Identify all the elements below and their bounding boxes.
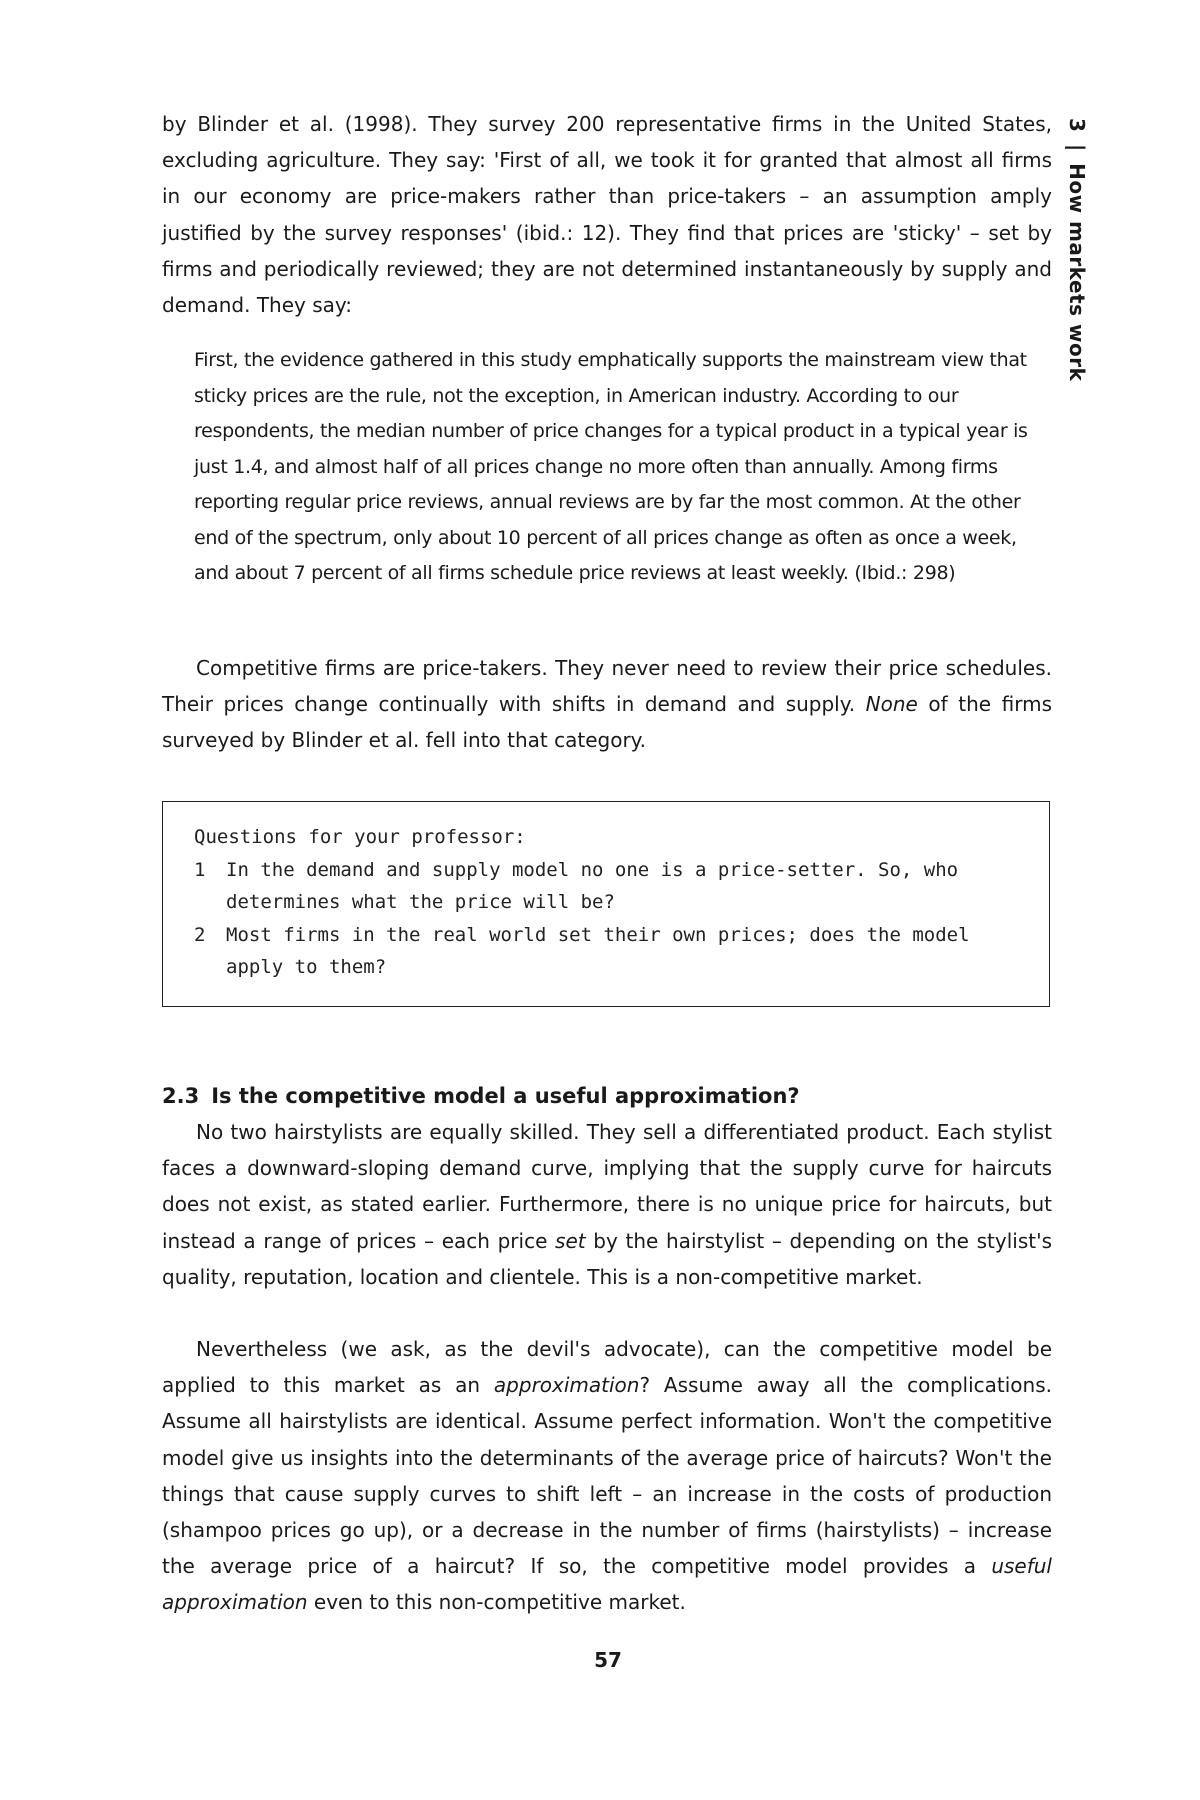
emphasis-none: None bbox=[865, 692, 918, 717]
paragraph-text: Nevertheless (we ask, as the devil's advocate), can the competitive model be applied to this market as an bbox=[162, 1337, 1052, 1398]
questions-box bbox=[162, 801, 1050, 1007]
emphasis-approximation: approximation bbox=[493, 1373, 640, 1398]
question-number: 1 bbox=[194, 858, 206, 881]
paragraph-intro: by Blinder et al. (1998). They survey 200 representative firms in the United States, excluding agriculture. They say: 'First of all, we took it for granted that almost all firms in our economy are price-makers rather than price-takers – an assumption amply justified by the survey responses' (ibid.: 12). They find that prices are 'sticky' – set by firms and periodically reviewed; they are not determined instantaneously by supply and demand. They say: bbox=[162, 112, 1052, 318]
chapter-title: How markets work bbox=[1065, 163, 1089, 382]
section-number: 2.3 bbox=[162, 1084, 200, 1108]
questions-box-title: Questions for your professor: bbox=[194, 826, 526, 848]
page-number: 57 bbox=[594, 1648, 622, 1672]
section-title: Is the competitive model a useful approximation? bbox=[211, 1084, 800, 1108]
section-heading bbox=[162, 1078, 1052, 1114]
paragraph-competitive-firms bbox=[162, 650, 1052, 759]
question-item bbox=[194, 854, 1014, 919]
block-quote: First, the evidence gathered in this study emphatically supports the mainstream view that sticky prices are the rule, not the exception, in American industry. According to our respondents, the median number of price changes for a typical product in a typical year is just 1.4, and almost half of all prices change no more often than annually. Among firms reporting regular price reviews, annual reviews are by far the most common. At the other end of the spectrum, only about 10 percent of all prices change as often as once a week, and about 7 percent of all firms schedule price reviews at least weekly. (Ibid.: 298) bbox=[194, 349, 1028, 584]
paragraph-hairstylists bbox=[162, 1114, 1052, 1295]
paragraph-devils-advocate bbox=[162, 1331, 1052, 1621]
emphasis-set: set bbox=[555, 1228, 586, 1253]
chapter-number: 3 bbox=[1065, 118, 1089, 133]
paragraph-text: No two hairstylists are equally skilled. They sell a differentiated product. Each stylist faces a downward-sloping demand curve, implying that the supply curve for haircuts does not exist, as stated earlier. Furthermore, there is no unique price for haircuts, but instead a range of prices – each price bbox=[162, 1120, 1052, 1253]
paragraph-text: by the hairstylist – depending on the stylist's quality, reputation, location and clientele. This is a non-competitive market. bbox=[162, 1228, 1052, 1289]
question-number: 2 bbox=[194, 923, 206, 946]
emphasis-useful-approximation: useful approximation bbox=[162, 1554, 1052, 1615]
paragraph-text: Competitive firms are price-takers. They never need to review their price schedules. Their prices change continually with shifts in demand and supply. bbox=[162, 656, 1052, 717]
question-text: Most firms in the real world set their own prices; does the model apply to them? bbox=[226, 923, 970, 978]
paragraph-text: ? Assume away all the complications. Assume all hairstylists are identical. Assume perfect information. Won't the competitive model give us insights into the determinants of the average price of haircuts? Won't the things that cause supply curves to shift left – an increase in the costs of production (shampoo prices go up), or a decrease in the number of firms (hairstylists) – increase the average price of a haircut? If so, the competitive model provides a bbox=[162, 1373, 1052, 1579]
running-head-separator: | bbox=[1065, 143, 1089, 152]
paragraph-text: even to this non-competitive market. bbox=[307, 1590, 686, 1615]
question-item bbox=[194, 919, 1014, 984]
running-head bbox=[1062, 118, 1092, 408]
question-text: In the demand and supply model no one is a price-setter. So, who determines what the price will be? bbox=[226, 858, 959, 913]
paragraph-tail: of the firms surveyed by Blinder et al. fell into that category. bbox=[162, 692, 1052, 753]
